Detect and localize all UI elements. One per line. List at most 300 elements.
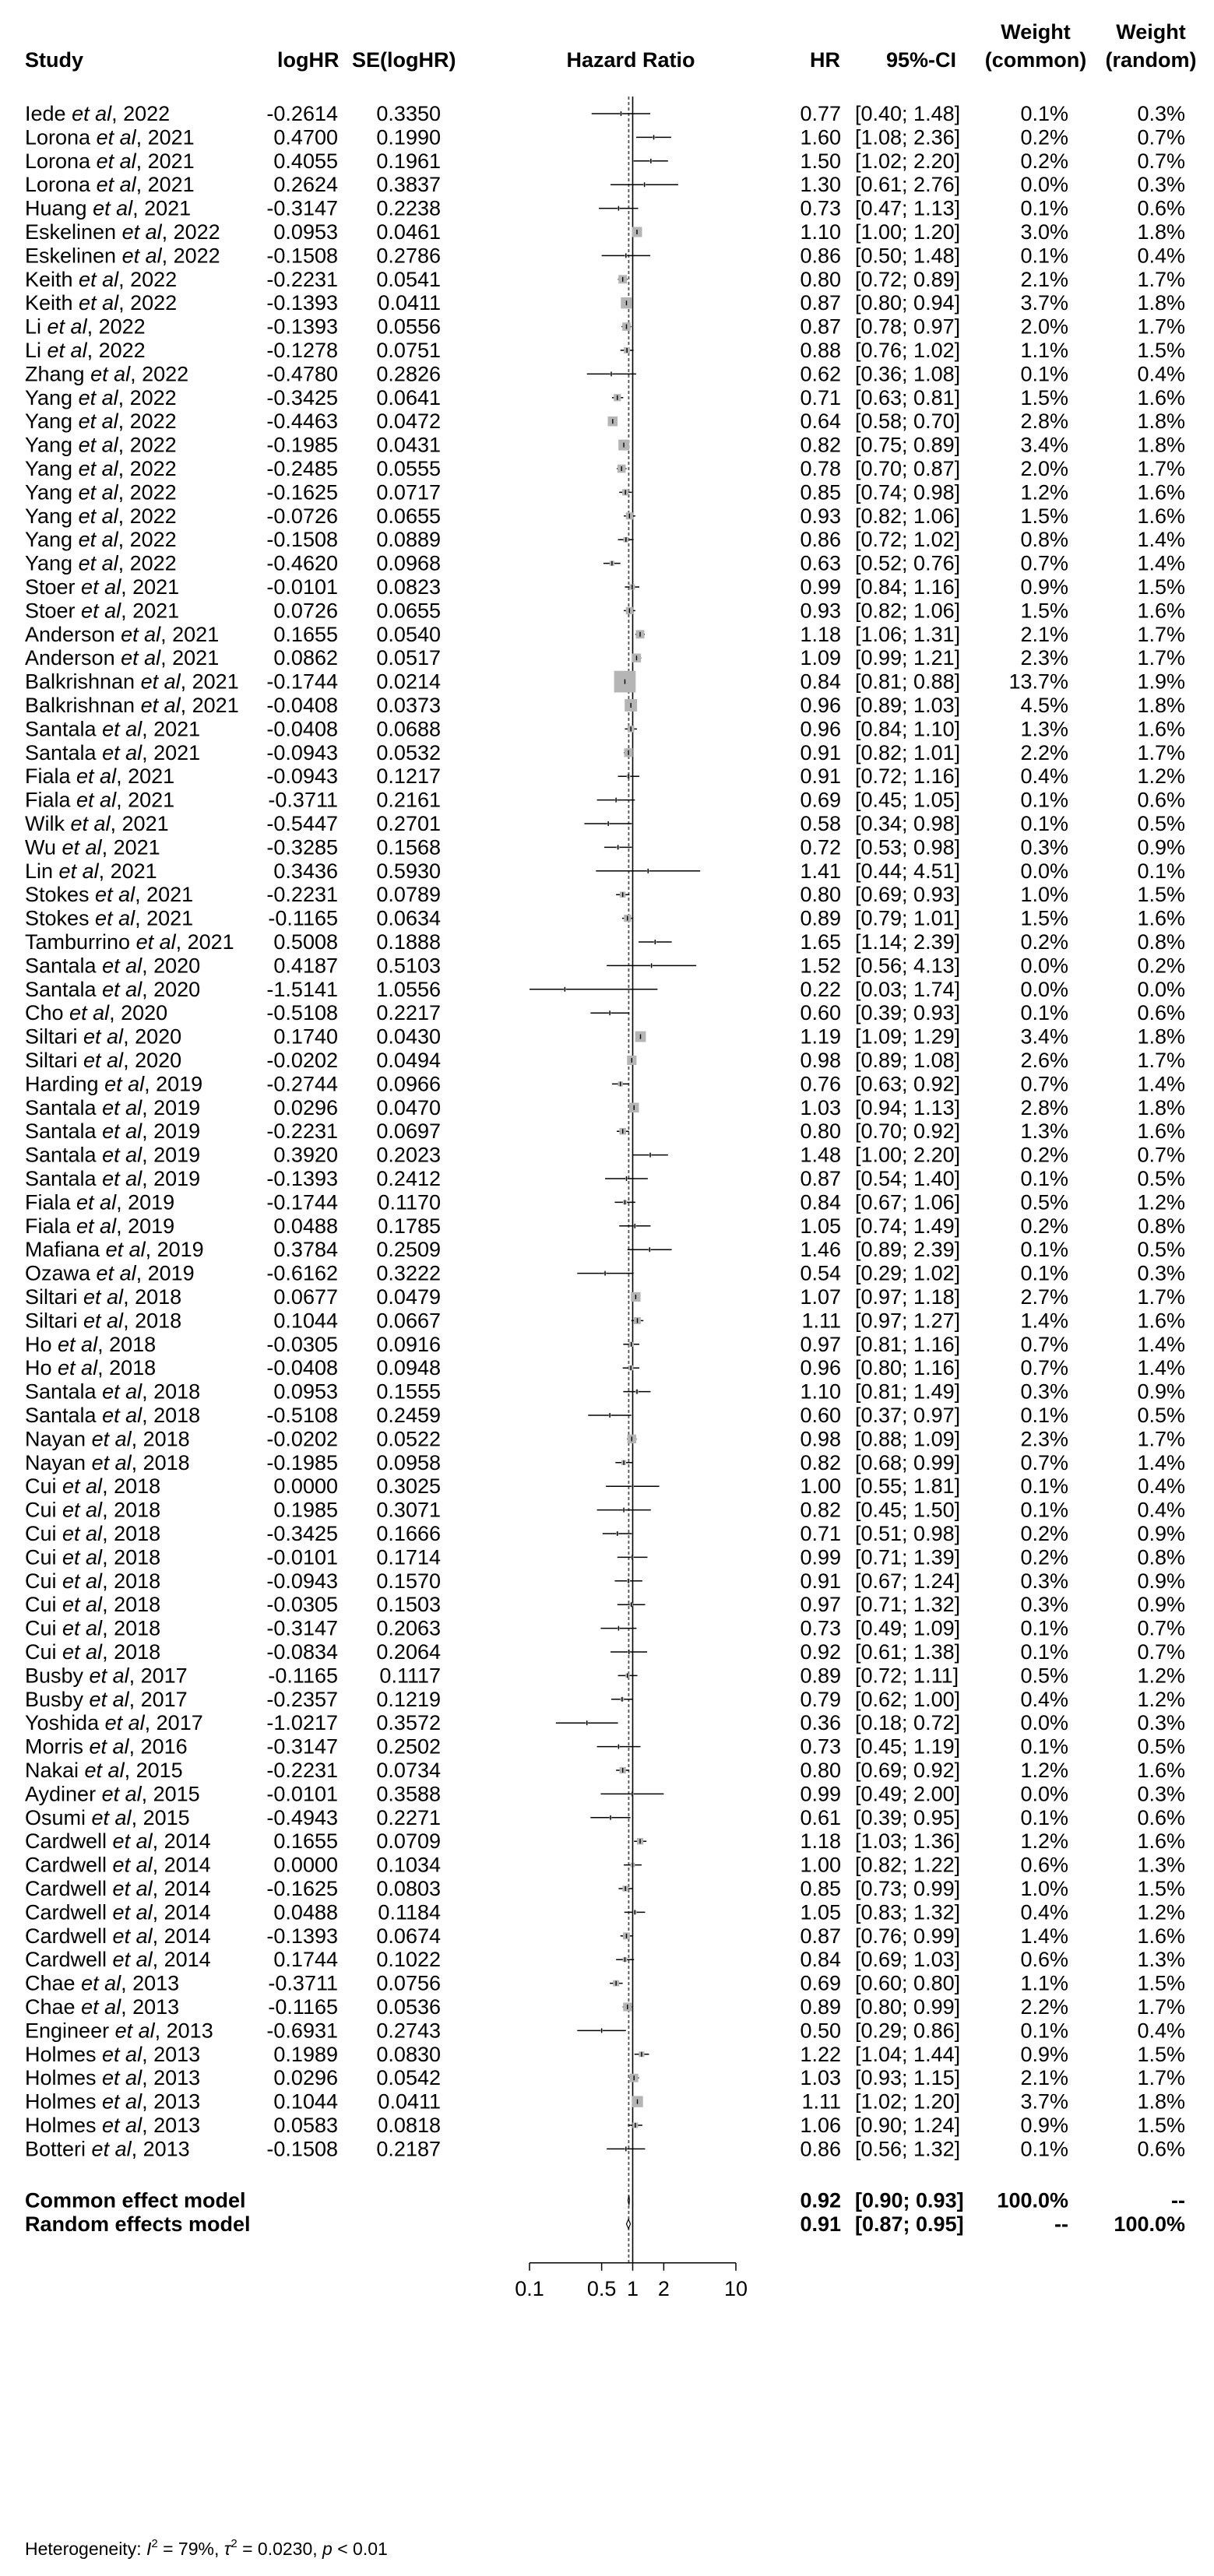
study-row <box>25 244 1185 267</box>
weight-random-value: 1.4% <box>1137 1072 1185 1096</box>
study-author: Yoshida <box>25 1711 105 1735</box>
hr-value: 1.03 <box>800 2066 841 2090</box>
study-year: , 2020 <box>123 1049 182 1072</box>
se-value: 0.3837 <box>376 173 441 197</box>
weight-random-value: 1.8% <box>1137 409 1185 434</box>
weight-random-value: 1.4% <box>1137 1332 1185 1356</box>
weight-common-value: 1.5% <box>1020 906 1068 930</box>
study-row <box>25 1664 1185 1687</box>
study-author: Lorona <box>25 125 97 149</box>
study-year: , 2018 <box>131 1427 190 1451</box>
hr-value: 0.71 <box>800 385 841 409</box>
weight-random-value: 1.7% <box>1137 315 1185 339</box>
hr-value: 1.48 <box>800 1143 841 1167</box>
se-value: 0.0968 <box>376 551 441 575</box>
loghr-value: -0.1165 <box>268 1995 338 2019</box>
study-row <box>25 2066 1185 2089</box>
se-value: 0.0373 <box>376 694 441 717</box>
study-et-al: et al <box>76 788 117 812</box>
loghr-value: -0.5447 <box>266 812 338 835</box>
ci-value: [0.44; 4.51] <box>855 859 961 883</box>
hr-value: 1.03 <box>800 1095 841 1119</box>
study-author: Siltari <box>25 1024 84 1049</box>
loghr-value: -0.4943 <box>266 1805 338 1829</box>
study-row <box>25 1072 1185 1095</box>
ci-value: [0.74; 0.98] <box>855 480 961 504</box>
study-et-al: et al <box>62 1640 103 1664</box>
ci-value: [0.53; 0.98] <box>855 835 961 859</box>
study-row <box>25 1025 1185 1049</box>
ci-value: [1.14; 2.39] <box>855 930 961 954</box>
study-et-al: et al <box>76 764 117 789</box>
hr-value: 0.64 <box>800 409 841 434</box>
ci-value: [0.58; 0.70] <box>855 409 961 434</box>
study-year: , 2013 <box>121 1995 180 2019</box>
loghr-value: -0.0408 <box>266 1356 338 1380</box>
study-label <box>25 599 179 622</box>
study-et-al: et al <box>102 2089 143 2114</box>
study-year: , 2021 <box>175 930 234 954</box>
weight-common-value: 0.1% <box>1020 244 1068 268</box>
weight-random-value: 1.8% <box>1137 2089 1185 2114</box>
loghr-value: -0.5108 <box>266 1001 338 1025</box>
study-year: , 2022 <box>118 504 177 528</box>
hr-value: 1.60 <box>800 125 841 149</box>
se-value: 0.0916 <box>376 1332 441 1356</box>
loghr-value: -0.1625 <box>266 1877 338 1900</box>
header-hr: HR <box>810 48 840 72</box>
study-row <box>25 1499 1185 1522</box>
se-value: 0.2187 <box>376 2137 441 2161</box>
study-author: Holmes <box>25 2089 103 2114</box>
study-author: Wilk <box>25 812 71 835</box>
study-et-al: et al <box>78 480 118 504</box>
study-year: , 2022 <box>118 480 177 504</box>
study-row <box>25 2090 1185 2114</box>
weight-random-value: 1.7% <box>1137 457 1185 480</box>
study-row <box>25 1144 1185 1167</box>
study-et-al: et al <box>121 646 161 670</box>
weight-common-value: 0.2% <box>1020 1214 1068 1238</box>
study-row <box>25 930 1185 954</box>
x-tick-label: 0.5 <box>586 2276 617 2300</box>
study-label <box>25 1545 160 1569</box>
ci-value: [0.69; 0.92] <box>855 1759 961 1782</box>
study-label <box>25 1759 183 1782</box>
se-value: 0.0641 <box>376 385 441 409</box>
hr-value: 0.63 <box>800 551 841 575</box>
het-p-value: < 0.01 <box>332 2539 388 2559</box>
loghr-value: -0.1625 <box>266 480 338 504</box>
study-label <box>25 1190 174 1214</box>
study-year: , 2013 <box>142 2089 201 2114</box>
ci-value: [0.52; 0.76] <box>855 551 961 575</box>
hr-value: 0.69 <box>800 1971 841 1995</box>
ci-value: [0.67; 1.24] <box>855 1569 961 1593</box>
study-label <box>25 2019 213 2042</box>
se-value: 0.1022 <box>376 1948 441 1972</box>
study-year: , 2022 <box>86 339 146 362</box>
weight-random-value: 1.5% <box>1137 339 1185 362</box>
loghr-value: -0.1985 <box>266 433 338 457</box>
loghr-value: 0.1740 <box>273 1024 338 1049</box>
hr-value: 1.05 <box>800 1900 841 1924</box>
weight-random-value: 1.7% <box>1137 740 1185 764</box>
study-row <box>25 1309 1185 1332</box>
study-et-al: et al <box>78 528 118 552</box>
weight-common-value: 0.1% <box>1020 812 1068 835</box>
loghr-value: -0.1393 <box>266 1924 338 1948</box>
study-year: , 2019 <box>144 1072 203 1096</box>
study-et-al: et al <box>101 1782 142 1806</box>
study-label <box>25 552 177 575</box>
ci-value: [0.82; 1.01] <box>855 740 961 764</box>
study-row <box>25 102 1185 125</box>
hr-value: 0.87 <box>800 291 841 315</box>
study-year: , 2021 <box>180 694 239 717</box>
loghr-value: 0.0862 <box>273 646 338 670</box>
study-et-al: et al <box>102 1143 143 1167</box>
ci-value: [1.08; 2.36] <box>855 125 961 149</box>
se-value: 0.0667 <box>376 1309 441 1333</box>
study-author: Siltari <box>25 1049 84 1072</box>
weight-random-value: 0.4% <box>1137 2019 1185 2043</box>
study-et-al: et al <box>81 575 121 599</box>
weight-random-value: 0.4% <box>1137 244 1185 268</box>
study-author: Santala <box>25 717 103 741</box>
study-year: , 2015 <box>131 1805 190 1829</box>
study-row <box>25 1995 1185 2019</box>
ci-value: [0.89; 1.08] <box>855 1049 961 1072</box>
weight-random-value: 0.0% <box>1137 977 1185 1001</box>
loghr-value: -0.1393 <box>266 291 338 315</box>
se-value: 0.0472 <box>376 409 441 434</box>
se-value: 0.1888 <box>376 930 441 954</box>
study-et-al: et al <box>47 315 87 339</box>
study-label <box>25 339 146 362</box>
study-year: , 2018 <box>142 1379 201 1404</box>
se-value: 0.1714 <box>376 1545 441 1569</box>
ci-value: [0.36; 1.08] <box>855 362 961 386</box>
study-label <box>25 812 169 835</box>
hr-value: 1.30 <box>800 173 841 197</box>
se-value: 0.1503 <box>376 1593 441 1617</box>
study-label <box>25 1948 211 1971</box>
study-label <box>25 907 193 930</box>
x-tick-label: 1 <box>626 2276 639 2300</box>
study-year: , 2022 <box>86 315 146 339</box>
study-author: Ozawa <box>25 1261 97 1285</box>
weight-common-value: 2.1% <box>1020 267 1068 291</box>
header-hazard-ratio: Hazard Ratio <box>566 48 695 72</box>
loghr-value: -0.0101 <box>266 1545 338 1569</box>
study-row <box>25 1569 1185 1593</box>
x-tick-label: 2 <box>657 2276 670 2300</box>
hr-value: 0.80 <box>800 1119 841 1144</box>
study-author: Aydiner <box>25 1782 102 1806</box>
se-value: 0.0751 <box>376 339 441 362</box>
hr-value: 0.60 <box>800 1001 841 1025</box>
study-year: , 2014 <box>152 1900 211 1924</box>
study-label <box>25 1829 211 1853</box>
study-year: , 2022 <box>130 362 189 386</box>
hr-value: 0.96 <box>800 694 841 717</box>
study-et-al: et al <box>104 1072 145 1096</box>
se-value: 0.0688 <box>376 717 441 741</box>
study-year: , 2021 <box>135 149 195 173</box>
common-effect-label: Common effect model <box>25 2188 246 2212</box>
study-row <box>25 268 1185 291</box>
ci-value: [0.74; 1.49] <box>855 1214 961 1238</box>
hr-value: 1.09 <box>800 646 841 670</box>
ci-value: [1.04; 1.44] <box>855 2042 961 2066</box>
study-author: Engineer <box>25 2019 115 2043</box>
study-label <box>25 1238 204 1261</box>
study-label <box>25 764 174 788</box>
study-author: Morris <box>25 1734 90 1759</box>
study-year: , 2014 <box>152 1853 211 1877</box>
weight-random-value: 1.5% <box>1137 1877 1185 1900</box>
study-author: Santala <box>25 1143 103 1167</box>
study-row <box>25 694 1185 717</box>
study-row <box>25 1711 1185 1734</box>
weight-random-value: 0.3% <box>1137 1711 1185 1735</box>
weight-common-value: 1.3% <box>1020 717 1068 741</box>
ci-value: [0.89; 2.39] <box>855 1238 961 1262</box>
hr-value: 0.99 <box>800 1782 841 1806</box>
weight-common-value: 2.7% <box>1020 1285 1068 1309</box>
se-value: 0.2238 <box>376 196 441 220</box>
se-value: 0.0655 <box>376 504 441 528</box>
study-label <box>25 978 200 1001</box>
study-year: , 2020 <box>142 954 201 978</box>
loghr-value: 0.1744 <box>273 1948 338 1972</box>
study-et-al: et al <box>89 1734 129 1759</box>
study-row <box>25 504 1185 528</box>
weight-random-value: 0.5% <box>1137 1404 1185 1427</box>
loghr-value: -0.2485 <box>266 457 338 480</box>
ci-value: [0.80; 0.99] <box>855 1995 961 2019</box>
study-author: Lin <box>25 859 59 883</box>
study-label <box>25 315 146 339</box>
ci-value: [0.51; 0.98] <box>855 1522 961 1545</box>
study-et-al: et al <box>81 1971 121 1995</box>
study-row <box>25 2043 1185 2066</box>
loghr-value: -0.3425 <box>266 385 338 409</box>
loghr-value: -0.2231 <box>266 267 338 291</box>
loghr-value: -0.1165 <box>268 906 338 930</box>
study-et-al: et al <box>62 1545 103 1569</box>
study-author: Siltari <box>25 1285 84 1309</box>
random-effect-row <box>25 2212 1185 2236</box>
study-label <box>25 1025 181 1049</box>
study-row <box>25 2019 1185 2042</box>
study-label <box>25 1262 195 1285</box>
ci-value: [0.75; 0.89] <box>855 433 961 457</box>
study-author: Cardwell <box>25 1877 113 1900</box>
study-author: Nakai <box>25 1759 85 1782</box>
hr-value: 0.86 <box>800 244 841 268</box>
se-value: 0.3025 <box>376 1474 441 1499</box>
hr-value: 1.11 <box>801 1309 841 1333</box>
study-author: Mafiana <box>25 1238 106 1262</box>
loghr-value: -0.1508 <box>266 528 338 552</box>
weight-random-value: 1.5% <box>1137 2114 1185 2137</box>
study-author: Fiala <box>25 1190 77 1214</box>
study-row <box>25 1640 1185 1664</box>
hr-value: 0.89 <box>800 906 841 930</box>
study-rows <box>25 102 1185 2160</box>
loghr-value: -1.5141 <box>266 977 338 1001</box>
loghr-value: -0.0202 <box>266 1049 338 1072</box>
weight-common-value: 0.9% <box>1020 2042 1068 2066</box>
hr-value: 1.18 <box>800 1829 841 1854</box>
study-label <box>25 2114 200 2137</box>
study-row <box>25 1096 1185 1119</box>
hr-value: 0.62 <box>800 362 841 386</box>
header-row <box>25 20 1197 72</box>
header-weight-common: Weight <box>1001 20 1071 44</box>
study-label <box>25 1380 200 1404</box>
study-label <box>25 1688 188 1711</box>
weight-common-value: 0.1% <box>1020 1734 1068 1759</box>
study-et-al: et al <box>78 409 118 434</box>
study-et-al: et al <box>102 977 143 1001</box>
hr-value: 1.50 <box>800 149 841 173</box>
weight-random-value: 1.7% <box>1137 267 1185 291</box>
study-row <box>25 1404 1185 1427</box>
loghr-value: 0.1989 <box>273 2042 338 2066</box>
weight-common-value: 0.9% <box>1020 575 1068 599</box>
weight-common-value: 1.4% <box>1020 1309 1068 1333</box>
hr-value: 0.50 <box>800 2019 841 2043</box>
weight-random-value: 1.4% <box>1137 551 1185 575</box>
study-et-al: et al <box>104 1711 145 1735</box>
hr-value: 0.79 <box>800 1687 841 1711</box>
study-row <box>25 1238 1185 1261</box>
hr-value: 1.00 <box>800 1853 841 1877</box>
study-row <box>25 954 1185 977</box>
study-author: Cui <box>25 1640 63 1664</box>
ci-value: [0.83; 1.32] <box>855 1900 961 1924</box>
ci-value: [0.79; 1.01] <box>855 906 961 930</box>
study-author: Anderson <box>25 622 121 646</box>
weight-common-value: 0.5% <box>1020 1664 1068 1688</box>
study-row <box>25 2114 1185 2137</box>
se-value: 0.2502 <box>376 1734 441 1759</box>
weight-common-value: 0.1% <box>1020 362 1068 386</box>
het-tau-symbol: τ <box>223 2539 231 2559</box>
study-et-al: et al <box>58 859 99 883</box>
weight-common-value: 1.1% <box>1020 339 1068 362</box>
study-author: Santala <box>25 1095 103 1119</box>
loghr-value: -0.4463 <box>266 409 338 434</box>
study-author: Cui <box>25 1569 63 1593</box>
study-et-al: et al <box>93 196 133 220</box>
study-row <box>25 1877 1185 1900</box>
weight-random-value: 0.4% <box>1137 1474 1185 1499</box>
study-row <box>25 1451 1185 1474</box>
weight-common-value: 0.2% <box>1020 1143 1068 1167</box>
loghr-value: -0.0305 <box>266 1593 338 1617</box>
study-year: , 2017 <box>128 1687 188 1711</box>
study-author: Santala <box>25 740 103 764</box>
study-year: , 2018 <box>102 1498 161 1522</box>
study-et-al: et al <box>79 267 119 291</box>
study-label <box>25 1049 181 1072</box>
study-et-al: et al <box>96 1261 136 1285</box>
hr-value: 0.82 <box>800 1450 841 1474</box>
study-year: , 2018 <box>102 1640 161 1664</box>
loghr-value: 0.0488 <box>273 1900 338 1924</box>
study-author: Stokes <box>25 883 96 907</box>
study-row <box>25 173 1185 196</box>
x-tick-label: 10 <box>723 2276 748 2300</box>
study-year: , 2021 <box>135 883 194 907</box>
ci-value: [0.70; 0.92] <box>855 1119 961 1144</box>
loghr-value: -0.1165 <box>268 1664 338 1688</box>
het-tau-value: = 0.0230, <box>237 2539 323 2559</box>
weight-random-value: 0.6% <box>1137 196 1185 220</box>
ci-value: [0.82; 1.22] <box>855 1853 961 1877</box>
study-year: , 2013 <box>142 2042 201 2066</box>
study-author: Yang <box>25 457 79 480</box>
weight-random-value: 0.1% <box>1137 859 1185 883</box>
hr-value: 0.97 <box>800 1332 841 1356</box>
study-year: , 2018 <box>102 1616 161 1640</box>
study-row <box>25 409 1185 433</box>
weight-common-value: 1.5% <box>1020 385 1068 409</box>
loghr-value: -0.3147 <box>266 196 338 220</box>
study-label <box>25 149 195 173</box>
het-prefix: Heterogeneity: <box>25 2539 146 2559</box>
common-effect-diamond <box>628 2195 629 2205</box>
hr-value: 1.52 <box>800 954 841 978</box>
loghr-value: 0.4055 <box>273 149 338 173</box>
hr-value: 0.91 <box>800 764 841 789</box>
se-value: 0.2161 <box>376 788 441 812</box>
se-value: 0.0717 <box>376 480 441 504</box>
weight-common-value: 0.1% <box>1020 1498 1068 1522</box>
weight-random-value: 0.3% <box>1137 102 1185 125</box>
loghr-value: -0.1278 <box>266 339 338 362</box>
weight-common-value: 2.2% <box>1020 1995 1068 2019</box>
ci-value: [0.97; 1.27] <box>855 1309 961 1333</box>
study-et-al: et al <box>70 812 111 835</box>
ci-value: [0.56; 4.13] <box>855 954 961 978</box>
se-value: 0.1961 <box>376 149 441 173</box>
hr-value: 1.10 <box>800 220 841 244</box>
se-value: 0.1570 <box>376 1569 441 1593</box>
se-value: 0.0494 <box>376 1049 441 1072</box>
weight-random-value: 0.7% <box>1137 125 1185 149</box>
study-et-al: et al <box>83 1285 124 1309</box>
loghr-value: -0.2231 <box>266 883 338 907</box>
weight-common-value: 1.5% <box>1020 504 1068 528</box>
het-i2-symbol: I <box>146 2539 152 2559</box>
study-year: , 2021 <box>160 622 220 646</box>
study-row <box>25 1782 1185 1805</box>
se-value: 1.0556 <box>376 977 441 1001</box>
ci-value: [0.99; 1.21] <box>855 646 961 670</box>
study-row <box>25 1356 1185 1379</box>
ci-value: [0.68; 0.99] <box>855 1450 961 1474</box>
loghr-value: -0.3711 <box>268 788 338 812</box>
weight-common-value: 0.1% <box>1020 788 1068 812</box>
loghr-value: -0.0834 <box>266 1640 338 1664</box>
weight-random-value: 1.6% <box>1137 480 1185 504</box>
study-et-al: et al <box>102 2066 143 2090</box>
